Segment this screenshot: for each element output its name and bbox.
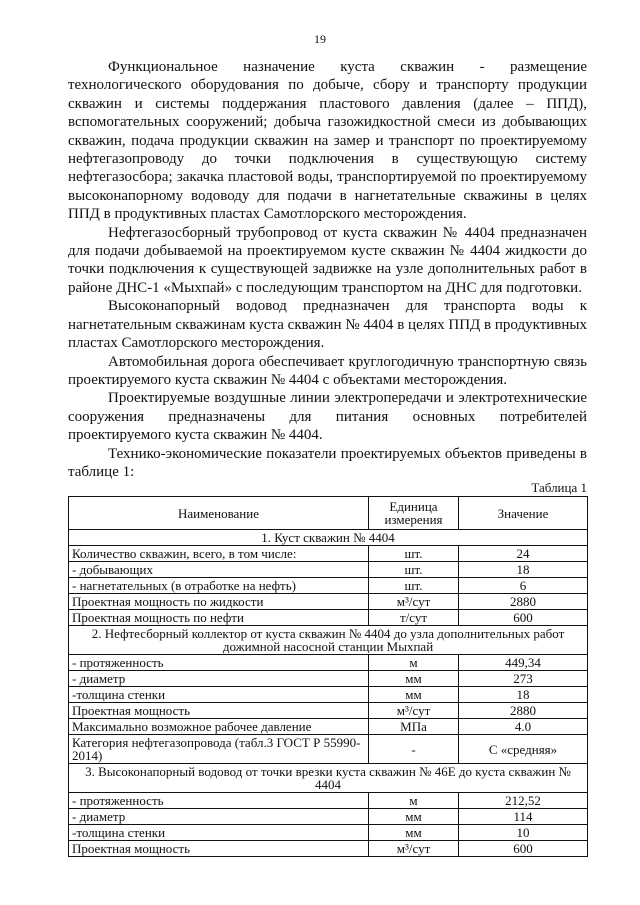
paragraph-water-pipeline: Высоконапорный водовод предназначен для транспорта воды к нагнетательным скважинам куста скважин № 4404 в целях ППД в продуктивных пластах Самотлорского месторождения. (68, 298, 587, 352)
cell-name: - диаметр (69, 809, 369, 825)
section-title: 3. Высоконапорный водовод от точки врезки куста скважин № 46Е до куста скважин № 4404 (69, 764, 588, 793)
table-caption: Таблица 1 (531, 480, 587, 496)
section-title: 2. Нефтесборный коллектор от куста скважин № 4404 до узла дополнительных работ дожимной насосной станции Мыхпай (69, 626, 588, 655)
paragraph-purpose: Функциональное назначение куста скважин - размещение технологического оборудования по добыче, сбору и транспорту продукции скважин и системы поддержания пластового давления (далее – ППД), вспомогательных сооружений; добыча газожидкостной смеси из добывающих скважин, подача продукции скважин на замер и транспорт по проектируемому нефтегазопроводу до точки подключения в существующую систему нефтегазосбора; закачка пластовой воды, транспортируемой по проектируемому высоконапорному водоводу для подачи в нагнетательные скважины в целях ППД в продуктивных пластах Самотлорского месторождения. (68, 59, 587, 223)
table-body (69, 530, 588, 857)
table-row (69, 793, 588, 809)
cell-value: 6 (459, 578, 588, 594)
cell-name: - нагнетательных (в отработке на нефть) (69, 578, 369, 594)
header-name: Наименование (69, 497, 369, 530)
paragraph-oil-gas-pipeline: Нефтегазосборный трубопровод от куста скважин № 4404 предназначен для подачи добываемой на проектируемом кусте скважин № 4404 жидкости до точки подключения к существующей задвижке на узле дополнительных работ в районе ДНС-1 «Мыхпай» с последующим транспортом на ДНС для подготовки. (68, 224, 587, 296)
header-value: Значение (459, 497, 588, 530)
table-row (69, 841, 588, 857)
cell-unit: шт. (369, 546, 459, 562)
cell-name: Проектная мощность по жидкости (69, 594, 369, 610)
table-section-row (69, 530, 588, 546)
cell-unit: мм (369, 671, 459, 687)
cell-unit: мм (369, 809, 459, 825)
cell-name: -толщина стенки (69, 825, 369, 841)
cell-value: 18 (459, 562, 588, 578)
cell-name: Проектная мощность (69, 703, 369, 719)
cell-name: - протяженность (69, 655, 369, 671)
cell-value: 18 (459, 687, 588, 703)
cell-value: 212,52 (459, 793, 588, 809)
cell-name: Проектная мощность по нефти (69, 610, 369, 626)
cell-name: Максимально возможное рабочее давление (69, 719, 369, 735)
cell-unit: мм (369, 687, 459, 703)
cell-value: 449,34 (459, 655, 588, 671)
table-row (69, 703, 588, 719)
table-header-row (69, 497, 588, 530)
table-row (69, 825, 588, 841)
cell-unit: шт. (369, 562, 459, 578)
cell-value: 10 (459, 825, 588, 841)
paragraph-table-intro: Технико-экономические показатели проектируемых объектов приведены в таблице 1: (68, 445, 587, 480)
cell-value: 2880 (459, 703, 588, 719)
table-row (69, 719, 588, 735)
cell-name: Категория нефтегазопровода (табл.3 ГОСТ Р 55990-2014) (69, 735, 369, 764)
table-row (69, 655, 588, 671)
table-row (69, 578, 588, 594)
indicators-table (68, 496, 588, 857)
cell-value: 2880 (459, 594, 588, 610)
table-row (69, 594, 588, 610)
cell-name: Количество скважин, всего, в том числе: (69, 546, 369, 562)
header-unit: Единица измерения (369, 497, 459, 530)
cell-unit: МПа (369, 719, 459, 735)
paragraph-road: Автомобильная дорога обеспечивает круглогодичную транспортную связь проектируемого куста скважин № 4404 с объектами месторождения. (68, 353, 587, 388)
cell-unit: т/сут (369, 610, 459, 626)
page-number: 19 (314, 32, 326, 46)
cell-unit: шт. (369, 578, 459, 594)
cell-unit: м (369, 793, 459, 809)
document-body (68, 58, 587, 857)
cell-name: -толщина стенки (69, 687, 369, 703)
table-row (69, 687, 588, 703)
table-row (69, 809, 588, 825)
cell-unit: м (369, 655, 459, 671)
section-title: 1. Куст скважин № 4404 (69, 530, 588, 546)
table-row (69, 671, 588, 687)
table-row (69, 562, 588, 578)
cell-value: 114 (459, 809, 588, 825)
paragraph-power-lines: Проектируемые воздушные линии электропередачи и электротехнические сооружения предназначены для питания основных потребителей проектируемого куста скважин № 4404. (68, 390, 587, 444)
cell-value: 4.0 (459, 719, 588, 735)
table-section-row (69, 626, 588, 655)
cell-value: 600 (459, 841, 588, 857)
cell-unit: м³/сут (369, 703, 459, 719)
table-section-row (69, 764, 588, 793)
cell-value: 24 (459, 546, 588, 562)
table-row (69, 735, 588, 764)
cell-unit: м³/сут (369, 841, 459, 857)
cell-name: - добывающих (69, 562, 369, 578)
cell-unit: - (369, 735, 459, 764)
cell-value: 600 (459, 610, 588, 626)
table-row (69, 610, 588, 626)
cell-name: Проектная мощность (69, 841, 369, 857)
cell-value: С «средняя» (459, 735, 588, 764)
cell-value: 273 (459, 671, 588, 687)
cell-name: - протяженность (69, 793, 369, 809)
cell-unit: мм (369, 825, 459, 841)
table-row (69, 546, 588, 562)
cell-name: - диаметр (69, 671, 369, 687)
cell-unit: м³/сут (369, 594, 459, 610)
